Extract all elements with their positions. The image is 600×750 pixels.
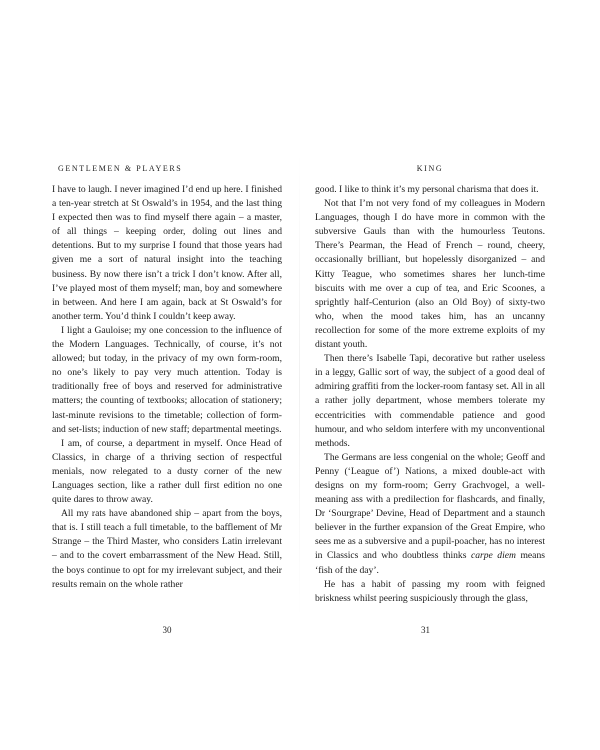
running-head-left: GENTLEMEN & PLAYERS [58,164,183,173]
page-number-left: 30 [162,625,172,635]
right-page [315,0,545,750]
latin-gloss: means ‘fish of the day’. [315,550,545,576]
left-page-body [52,183,282,592]
paragraph: Not that I’m not very fond of my colleagues in Modern Languages, though I do have more in common with the subversive Gauls than with the humourless Teutons. There’s Pearman, the Head of French – round, cheery, occasionally brilliant, but hopelessly disorganized – and Kitty Teague, who sometimes shares her lunch-time biscuits with me over a cup of tea, and Eric Scoones, a sprightly half-Centurion (also an Old Boy) of sixty-two who, when the mood takes him, has an uncanny recollection for some of the more extreme exploits of my distant youth. [315,198,545,351]
paragraph: I light a Gauloise; my one concession to the influence of the Modern Languages. Technically, of course, it’s not allowed; but today, in the privacy of my own form-room, no one’s likely to pay very much attention. Today is traditionally free of boys and reserved for administrative matters; the counting of textbooks; allocation of stationery; last-minute revisions to the timetable; collection of form-and set-lists; induction of new staff; departmental meetings. [52,324,282,435]
paragraph: good. I like to think it’s my personal charisma that does it. [315,184,539,195]
right-page-body [315,183,545,606]
book-gutter [299,150,300,620]
paragraph: All my rats have abandoned ship – apart from the boys, that is. I still teach a full timetable, to the bafflement of Mr Strange – the Third Master, who considers Latin irrelevant – and to the covert embarrassment of the New Head. Still, the boys continue to opt for my irrelevant subject, and their results remain on the whole rather [52,508,282,590]
paragraph: I am, of course, a department in myself. Once Head of Classics, in charge of a thriving section of respectful menials, now relegated to a dusty corner of the new Languages section, like a rather dull first edition no one quite dares to throw away. [52,437,282,506]
paragraph: I have to laugh. I never imagined I’d end up here. I finished a ten-year stretch at St Oswald’s in 1954, and the last thing I expected then was to find myself there again – a master, of all things – keeping order, doling out lines and detentions. But to my surprise I found that those years had given me a sort of natural insight into the teaching business. By now there isn’t a trick I don’t know. After all, I’ve played most of them myself; man, boy and somewhere in between. And here I am again, back at St Oswald’s for another term. You’d think I couldn’t keep away. [52,184,282,322]
left-page [52,0,282,750]
paragraph: He has a habit of passing my room with feigned briskness whilst peering suspiciously through the glass, [315,578,545,604]
paragraph [315,451,545,578]
latin-phrase: carpe diem [470,550,516,562]
running-head-right: KING [416,164,444,173]
paragraph-text: The Germans are less congenial on the whole; Geoff and Penny (‘League of’) Nations, a mixed double-act with designs on my form-room; Gerry Grachvogel, a well-meaning ass with a predilection for flashcards, and finally, Dr ‘Sourgrape’ Devine, Head of Department and a staunch believer in the further expansion of the Great Empire, who sees me as a subversive and a pupil-poacher, has no interest in Classics and who doubtless thinks [315,451,545,562]
paragraph: Then there’s Isabelle Tapi, decorative but rather useless in a leggy, Gallic sort of way, the subject of a good deal of admiring graffiti from the locker-room fantasy set. All in all a rather jolly department, whose members tolerate my eccentricities with commendable patience and good humour, and who seldom interfere with my unconventional methods. [315,353,545,449]
page-number-right: 31 [421,625,430,635]
